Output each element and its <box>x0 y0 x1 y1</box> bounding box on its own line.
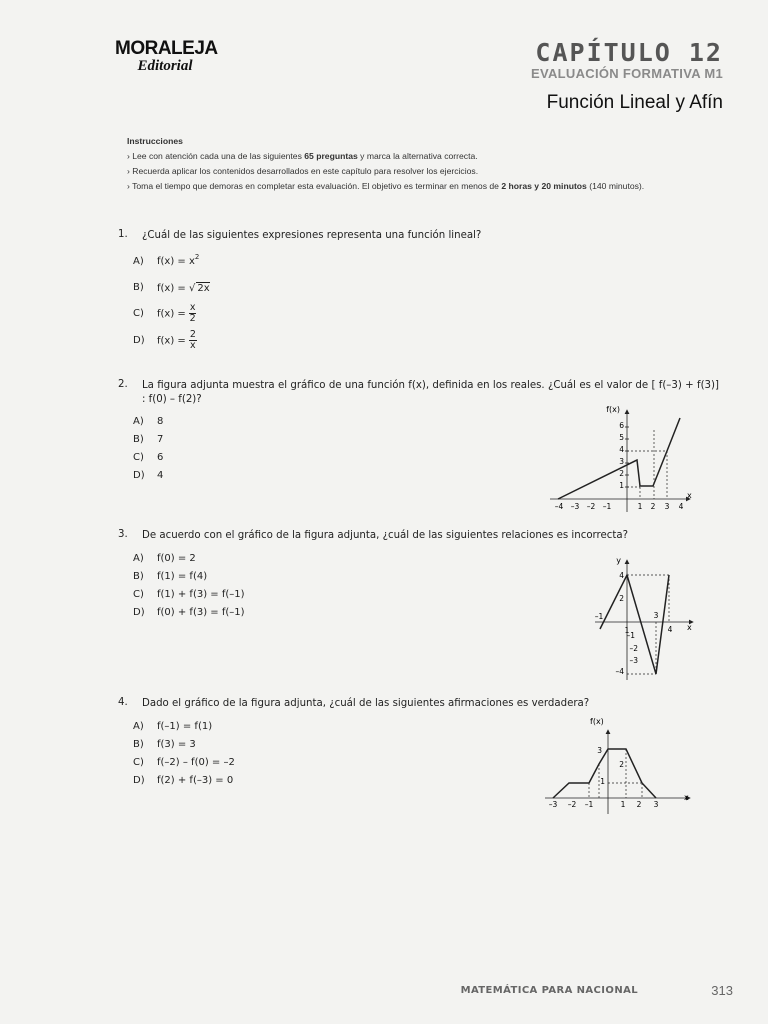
x-tick: 1 <box>637 502 643 511</box>
option-value: f(–2) – f(0) = –2 <box>157 757 235 768</box>
x-tick: 2 <box>636 800 642 809</box>
option-value <box>157 282 210 294</box>
option-label: A) <box>133 256 144 267</box>
question-text: Dado el gráfico de la figura adjunta, ¿cuál de las siguientes afirmaciones es verdadera? <box>142 698 590 709</box>
fraction-numerator: 2 <box>189 329 196 340</box>
x-tick: –1 <box>584 800 594 809</box>
option-label: A) <box>133 416 144 427</box>
x-tick: –1 <box>594 612 604 621</box>
y-axis-label: f(x) <box>606 405 620 414</box>
question-text: ¿Cuál de las siguientes expresiones representa una función lineal? <box>142 230 482 241</box>
option-label: C) <box>133 757 144 768</box>
option-value: 7 <box>157 434 164 445</box>
question-4-graph <box>540 712 700 817</box>
instruction-1c: y marca la alternativa correcta. <box>357 151 478 161</box>
question-number: 2. <box>118 379 128 390</box>
option-value: f(1) = f(4) <box>157 571 208 582</box>
option-value: 6 <box>157 452 164 463</box>
option-radicand: 2x <box>197 283 210 294</box>
option-label: B) <box>133 434 144 445</box>
y-tick: 1 <box>619 481 624 490</box>
y-tick: 1 <box>600 777 605 786</box>
question-2-graph <box>540 400 700 515</box>
option-fraction <box>189 303 197 324</box>
option-value: f(0) = 2 <box>157 553 196 564</box>
question-number: 4. <box>118 697 128 708</box>
evaluation-subtitle: EVALUACIÓN FORMATIVA M1 <box>530 66 723 81</box>
option-label: C) <box>133 589 144 600</box>
x-tick: 1 <box>620 800 626 809</box>
option-value: 8 <box>157 416 164 427</box>
y-tick: –4 <box>615 667 624 676</box>
instructions-heading: Instrucciones <box>127 136 183 146</box>
x-tick: 1 <box>624 626 630 635</box>
option-label: A) <box>133 553 144 564</box>
y-tick: 6 <box>619 421 624 430</box>
instruction-line-2: › Recuerda aplicar los contenidos desarrollados en este capítulo para resolver los ejercicios. <box>127 166 479 176</box>
option-label: B) <box>133 282 144 293</box>
y-tick: 4 <box>619 445 624 454</box>
x-axis-label: x <box>684 793 689 802</box>
option-value <box>157 253 200 267</box>
logo-line1: MORALEJA <box>115 38 218 59</box>
y-tick: –2 <box>629 644 638 653</box>
option-value: f(1) + f(3) = f(–1) <box>157 589 245 600</box>
x-tick: 2 <box>650 502 656 511</box>
instruction-line-3 <box>127 179 727 194</box>
function-curve <box>553 749 656 798</box>
y-axis-label: f(x) <box>590 717 604 726</box>
fraction-denominator: 2 <box>189 313 196 324</box>
x-axis-label: x <box>687 491 692 500</box>
y-tick: 4 <box>619 571 624 580</box>
option-label: D) <box>133 775 145 786</box>
x-tick: –2 <box>567 800 577 809</box>
book-title: MATEMÁTICA PARA NACIONAL <box>460 985 638 996</box>
x-tick: –3 <box>548 800 558 809</box>
logo-line2: Editorial <box>137 58 193 74</box>
x-tick: –3 <box>570 502 580 511</box>
x-tick: –2 <box>586 502 596 511</box>
option-label: D) <box>133 335 145 346</box>
x-tick: 3 <box>653 611 659 620</box>
y-tick: 5 <box>619 433 624 442</box>
instruction-3c: (140 minutos). <box>586 181 645 191</box>
y-tick: 2 <box>619 594 624 603</box>
x-tick: 4 <box>678 502 684 511</box>
y-tick: 2 <box>619 760 624 769</box>
x-axis-label: x <box>687 623 692 632</box>
question-3-graph <box>590 552 700 682</box>
question-number: 3. <box>118 529 128 540</box>
option-value: 4 <box>157 470 164 481</box>
option-label: C) <box>133 308 144 319</box>
topic-title: Función Lineal y Afín <box>546 92 723 113</box>
option-label: B) <box>133 571 144 582</box>
option-label: C) <box>133 452 144 463</box>
fraction-numerator: x <box>189 302 196 313</box>
y-tick: 3 <box>619 457 624 466</box>
chapter-title: CAPÍTULO 12 <box>535 38 723 67</box>
y-axis-label: y <box>616 556 621 565</box>
y-tick: –1 <box>626 631 635 640</box>
option-exponent: 2 <box>194 253 200 261</box>
option-prefix: f(x) = <box>157 308 186 320</box>
publisher-logo <box>115 38 218 74</box>
option-value: f(0) + f(3) = f(–1) <box>157 607 245 618</box>
x-tick: 3 <box>664 502 670 511</box>
instruction-line-1 <box>127 149 727 164</box>
option-fraction <box>189 330 197 351</box>
y-tick: 3 <box>597 746 602 755</box>
option-label: B) <box>133 739 144 750</box>
instruction-1a: › Lee con atención cada una de las siguientes <box>127 151 305 161</box>
question-number: 1. <box>118 229 128 240</box>
option-value: f(2) + f(–3) = 0 <box>157 775 234 786</box>
option-label: A) <box>133 721 144 732</box>
option-value: f(3) = 3 <box>157 739 196 750</box>
option-prefix: f(x) = x <box>157 256 195 267</box>
instructions-block <box>127 134 727 194</box>
page-number: 313 <box>711 983 733 998</box>
y-tick: 2 <box>619 469 624 478</box>
option-value: f(–1) = f(1) <box>157 721 213 732</box>
option-value <box>157 330 197 351</box>
option-label: D) <box>133 470 145 481</box>
option-label: D) <box>133 607 145 618</box>
instruction-3b: 2 horas y 20 minutos <box>501 181 587 191</box>
x-tick: 3 <box>653 800 659 809</box>
x-tick: 4 <box>667 625 673 634</box>
option-value <box>157 303 196 324</box>
x-tick: –4 <box>554 502 564 511</box>
y-tick: –3 <box>629 656 638 665</box>
instruction-1b: 65 preguntas <box>304 151 358 161</box>
x-tick: –1 <box>602 502 612 511</box>
instruction-3a: › Toma el tiempo que demoras en completar esta evaluación. El objetivo es terminar en menos de <box>127 181 502 191</box>
option-prefix: f(x) = √ <box>157 283 196 294</box>
fraction-denominator: x <box>190 340 196 351</box>
question-text: La figura adjunta muestra el gráfico de una función f(x), definida en los reales. ¿Cuál es el valor de [ f(–3) + f(3)] : f(0) – f(2)? <box>142 380 719 405</box>
option-prefix: f(x) = <box>157 335 186 347</box>
question-text: De acuerdo con el gráfico de la figura adjunta, ¿cuál de las siguientes relaciones es incorrecta? <box>142 530 629 541</box>
